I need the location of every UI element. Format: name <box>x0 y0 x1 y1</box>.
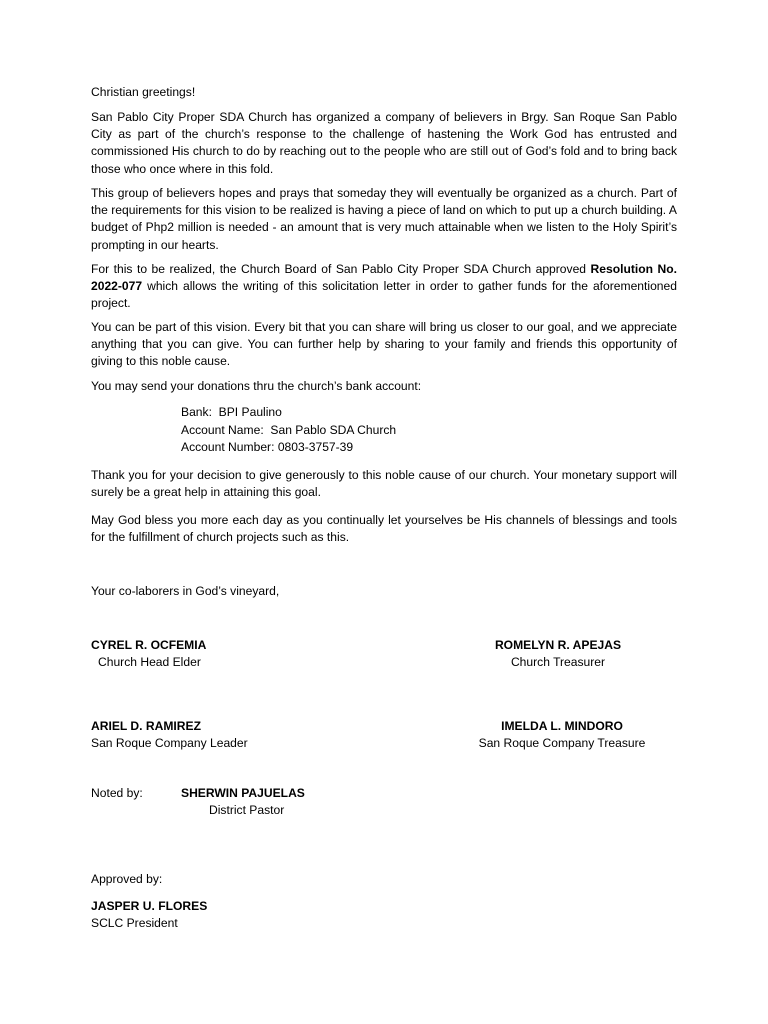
resolution-text-after: which allows the writing of this solicitation letter in order to gather funds for the aforementioned project. <box>91 279 677 311</box>
paragraph-vision: This group of believers hopes and prays that someday they will eventually be organized as a church. Part of the requirements for this vision to be realized is having a piece of land on which to put up a church building. A budget of Php2 million is needed - an amount that is very much attainable when we listen to the Holy Spirit’s prompting in our hearts. <box>91 186 677 252</box>
account-name-value: San Pablo SDA Church <box>270 422 397 437</box>
signatory-title: Church Head Elder <box>98 654 201 669</box>
signatory-treasurer <box>488 637 628 670</box>
signatory-title: SCLC President <box>91 915 178 930</box>
greeting: Christian greetings! <box>91 85 196 99</box>
paragraph-company: San Pablo City Proper SDA Church has organized a company of believers in Brgy. San Roque San Pablo City as part of the church’s response to the challenge of hastening the Work God has entrusted and commissioned His church to do by reaching out to the people who are still out of God’s fold and to bring back those who once where in this fold. <box>91 110 677 176</box>
bank-value: BPI Paulino <box>218 405 282 419</box>
signatory-title: San Roque Company Treasure <box>478 735 646 750</box>
account-number-label: Account Number: <box>181 440 275 454</box>
account-number-row <box>181 439 396 457</box>
signatory-name: IMELDA L. MINDORO <box>501 719 623 733</box>
paragraph-thanks: Thank you for your decision to give generously to this noble cause of our church. Your monetary support will surely be a great help in attaining this goal. <box>91 468 677 500</box>
signatory-pastor <box>181 785 305 818</box>
signatory-title: District Pastor <box>209 802 285 817</box>
account-name-label: Account Name: <box>181 422 264 437</box>
approved-by-label: Approved by: <box>91 872 163 886</box>
signatory-president <box>91 898 207 931</box>
signatory-name: SHERWIN PAJUELAS <box>181 786 305 800</box>
account-name-row <box>181 422 396 440</box>
signatory-title: Church Treasurer <box>510 654 606 669</box>
bank-label: Bank: <box>181 405 212 419</box>
signatory-title: San Roque Company Leader <box>91 735 248 750</box>
signatory-name: CYREL R. OCFEMIA <box>91 638 207 652</box>
signatory-name: JASPER U. FLORES <box>91 899 208 913</box>
paragraph-send-donations: You may send your donations thru the church’s bank account: <box>91 379 422 393</box>
paragraph-be-part: You can be part of this vision. Every bit that you can share will bring us closer to our goal, and we appreciate anything that you can give. You can further help by sharing to your family and friends this opportunity of giving to this noble cause. <box>91 320 677 369</box>
closing: Your co-laborers in God’s vineyard, <box>91 584 280 598</box>
bank-row <box>181 404 396 422</box>
signatory-head-elder <box>91 637 206 670</box>
paragraph-blessing: May God bless you more each day as you continually let yourselves be His channels of blessings and tools for the fulfillment of church projects such as this. <box>91 513 677 545</box>
paragraph-resolution <box>91 261 677 313</box>
signatory-name: ROMELYN R. APEJAS <box>494 638 622 652</box>
account-number-value: 0803-3757-39 <box>277 440 354 454</box>
resolution-number: Resolution No. 2022-077 <box>91 262 677 294</box>
bank-details <box>181 404 396 457</box>
signatory-company-leader <box>91 718 248 751</box>
noted-by-label: Noted by: <box>91 786 143 800</box>
resolution-text-before: For this to be realized, the Church Board of San Pablo City Proper SDA Church approved <box>91 262 591 276</box>
signatory-name: ARIEL D. RAMIREZ <box>91 719 201 733</box>
signatory-company-treasurer <box>472 718 652 751</box>
